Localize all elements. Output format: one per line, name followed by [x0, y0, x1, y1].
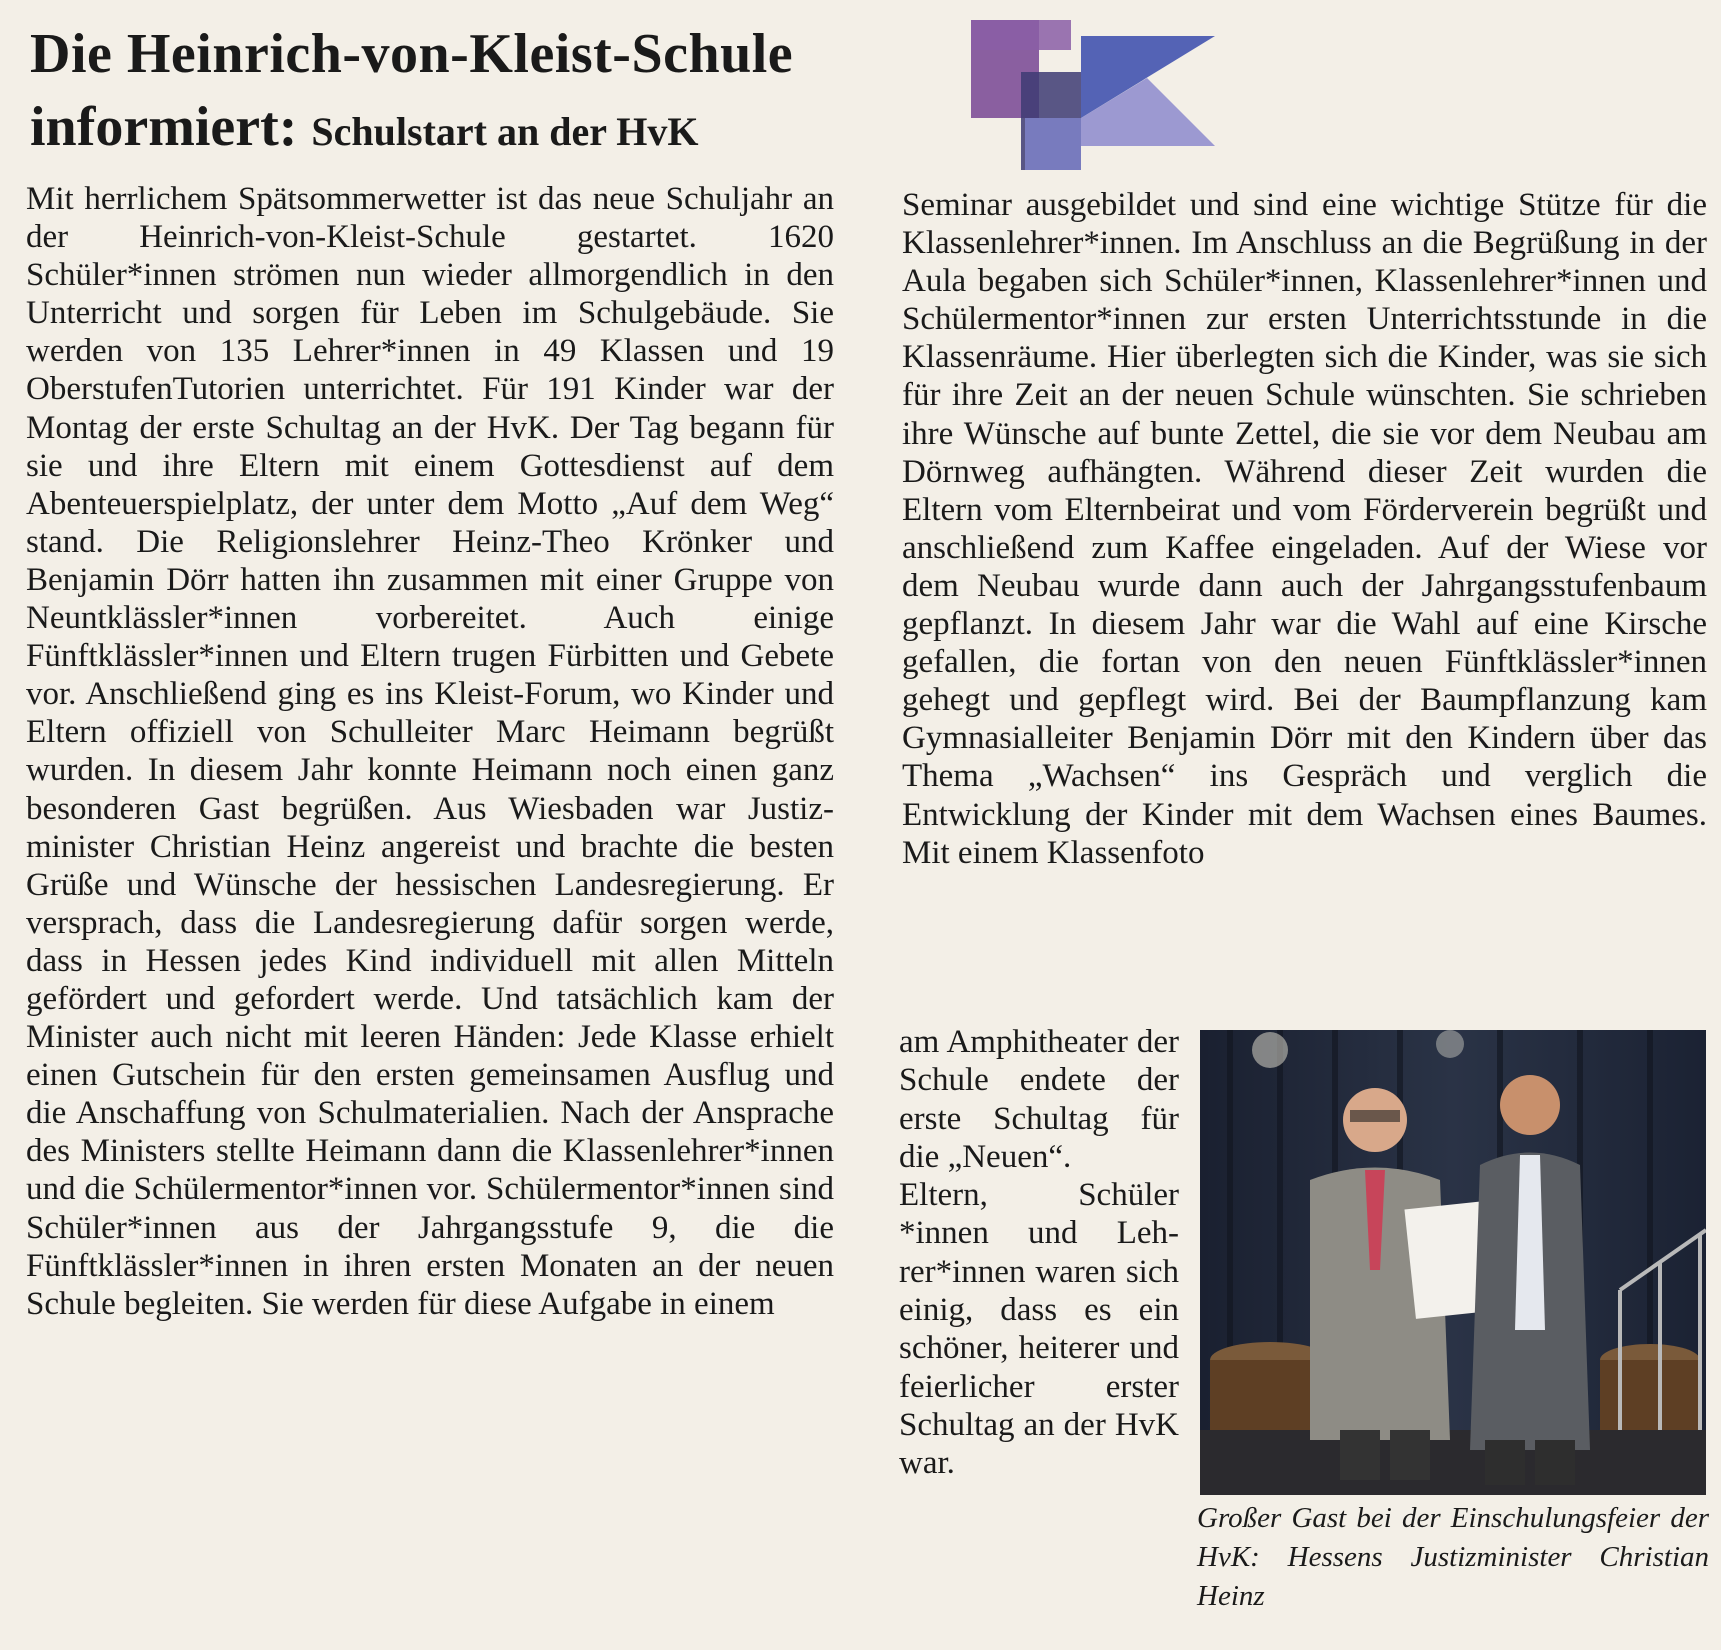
hvk-logo — [965, 20, 1225, 170]
headline-informiert: informiert: — [30, 96, 298, 158]
photo-caption: Großer Gast bei der Einschulungsfeier der HvK: Hessens Justizminister Christian Heinz — [1197, 1502, 1709, 1612]
article-column-2 — [902, 186, 1707, 872]
article-text-col1: Mit herrlichem Spätsommerwetter ist das neue Schuljahr an der Heinrich-von-Kleist-Schule gestartet. 1620 Schüler*innen strömen nun wieder allmorgendlich in den Unterricht und sorgen für Leben im Schulgebäude. Sie werden von 135 Lehrer*innen in 49 Klassen und 19 OberstufenTutorien unterrichtet. Für 191 Kinder war der Montag der erste Schultag an der HvK. Der Tag begann für sie und ihre Eltern mit einem Gottesdienst auf dem Abenteuerspielplatz, der unter dem Motto „Auf dem Weg“ stand. Die Religionslehrer Heinz-Theo Krönker und Benjamin Dörr hatten ihn zusammen mit einer Gruppe von Neuntklässler*innen vorbereitet. Auch einige Fünftklässler*innen und Eltern trugen Fürbitten und Gebete vor. Anschließend ging es ins Kleist-Forum, wo Kinder und Eltern offiziell von Schulleiter Marc Heimann begrüßt wurden. In diesem Jahr konnte Heimann noch einen ganz besonderen Gast begrüßen. Aus Wiesbaden war Justizminister Christian Heinz angereist und brachte die besten Grüße und Wünsche der hessischen Landesregierung. Er versprach, dass die Landesregierung dafür sorgen werde, dass in Hessen jedes Kind individuell mit allen Mitteln gefördert und gefordert werde. Und tatsächlich kam der Minister auch nicht mit leeren Händen: Jede Klasse erhielt einen Gutschein für den ersten gemeinsamen Ausflug und die Anschaffung von Schulmaterialien. Nach der Ansprache des Ministers stellte Heimann dann die Klassenlehrer*innen und die Schülermentor*innen vor. Schülermentor*innen sind Schüler*innen aus der Jahrgangsstufe 9, die die Fünftklässler*innen in ihren ersten Monaten an der neuen Schule begleiten. Sie werden für diese Aufgabe in einem — [26, 181, 834, 1322]
article-column-1 — [26, 180, 834, 1323]
subheadline: Schulstart an der HvK — [311, 109, 699, 154]
photo-scene-illustration — [1200, 1030, 1706, 1495]
article-text-col3-part2: Eltern, Schüler *innen und Lehrer*innen waren sich einig, dass es ein schöner, heiterer und feierlicher erster Schultag an der HvK war. — [899, 1177, 1179, 1482]
logo-light-block — [1025, 118, 1081, 170]
article-column-3 — [899, 1023, 1179, 1483]
news-photo — [1200, 1030, 1706, 1495]
headline-line-1: Die Heinrich-von-Kleist-Schule — [30, 23, 794, 85]
article-text-col3-part1: am Amphitheater der Schule endete der erste Schultag für die „Neuen“. — [899, 1024, 1179, 1175]
headline-line-2 — [30, 95, 699, 173]
article-text-col2: Seminar ausgebildet und sind eine wichtige Stütze für die Klassenlehrer*innen. Im Anschluss an die Begrüßung in der Aula begaben sich Schüler*innen, Klassenlehrer*innen und Schülermentor*innen zur ersten Unterrichtsstunde in die Klassenräume. Hier überlegten sich die Kinder, was sie sich für ihre Zeit an der neuen Schule wünschten. Sie schrieben ihre Wünsche auf bunte Zettel, die sie vor dem Neubau am Dörnweg aufhängten. Während dieser Zeit wurden die Eltern vom Elternbeirat und vom Förderverein begrüßt und anschließend zum Kaffee eingeladen. Auf der Wiese vor dem Neubau wurde dann auch der Jahrgangsstufenbaum gepflanzt. In diesem Jahr war die Wahl auf eine Kirsche gefallen, die fortan von den neuen Fünftklässler*innen gehegt und gepflegt wird. Bei der Baumpflanzung kam Gymnasialleiter Benjamin Dörr mit den Kindern über das Thema „Wachsen“ ins Gespräch und verglich die Entwicklung der Kinder mit dem Wachsen eines Baumes. Mit einem Klassenfoto — [902, 187, 1707, 871]
logo-purple-bar — [971, 20, 1071, 50]
